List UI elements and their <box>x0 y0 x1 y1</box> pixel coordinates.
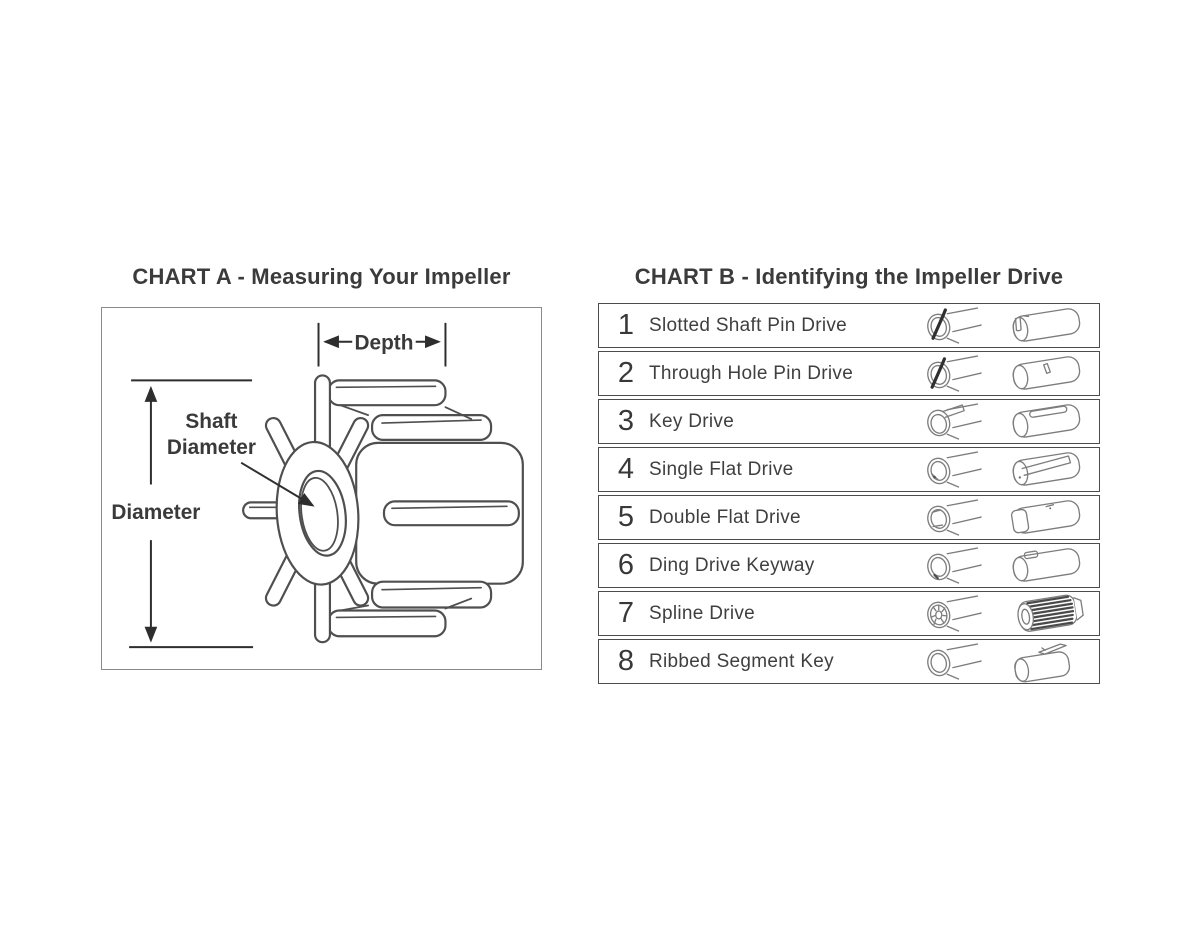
row-number: 2 <box>617 357 635 389</box>
row-label: Spline Drive <box>649 602 756 624</box>
table-row <box>598 543 1100 588</box>
depth-label: Depth <box>354 331 414 355</box>
table-row <box>598 351 1100 396</box>
keyway-side-icon <box>995 400 1097 443</box>
shaft-diameter-label-line2: Diameter <box>166 435 256 459</box>
row-label: Through Hole Pin Drive <box>649 362 854 384</box>
row-label: Ding Drive Keyway <box>649 554 815 576</box>
chart-b-title: CHART B - Identifying the Impeller Drive <box>634 264 1064 289</box>
row-number: 8 <box>617 645 635 677</box>
key-end-icon <box>907 402 995 442</box>
ribbed-segment-key-side-icon <box>995 640 1097 683</box>
single-flat-side-icon <box>995 448 1097 491</box>
row-number: 7 <box>617 597 635 629</box>
table-row <box>598 639 1100 684</box>
ding-keyway-side-icon <box>995 544 1097 587</box>
slotted-pin-end-icon <box>907 306 995 346</box>
row-label: Ribbed Segment Key <box>649 650 834 672</box>
row-label: Key Drive <box>649 410 735 432</box>
row-number: 4 <box>617 453 635 485</box>
chart-a-frame <box>101 307 542 670</box>
row-label: Double Flat Drive <box>649 506 801 528</box>
table-row <box>598 495 1100 540</box>
table-row <box>598 591 1100 636</box>
single-flat-end-icon <box>907 450 995 490</box>
drive-table <box>598 303 1100 684</box>
through-hole-pin-end-icon <box>907 354 995 394</box>
row-number: 1 <box>617 309 635 341</box>
table-row <box>598 399 1100 444</box>
spline-end-icon <box>907 594 995 634</box>
table-row <box>598 447 1100 492</box>
row-label: Slotted Shaft Pin Drive <box>649 314 848 336</box>
ding-keyway-end-icon <box>907 546 995 586</box>
slotted-shaft-side-icon <box>995 304 1097 347</box>
row-number: 5 <box>617 501 635 533</box>
table-row <box>598 303 1100 348</box>
double-flat-end-icon <box>907 498 995 538</box>
through-hole-side-icon <box>995 352 1097 395</box>
impeller-diagram <box>102 308 540 668</box>
chart-a-title: CHART A - Measuring Your Impeller <box>132 264 511 289</box>
plain-shaft-end-icon <box>907 642 995 682</box>
diameter-label: Diameter <box>111 501 201 525</box>
row-label: Single Flat Drive <box>649 458 794 480</box>
row-number: 6 <box>617 549 635 581</box>
shaft-diameter-label-line1: Shaft <box>185 410 238 433</box>
spline-side-icon <box>995 592 1097 635</box>
row-number: 3 <box>617 405 635 437</box>
double-flat-side-icon <box>995 496 1097 539</box>
